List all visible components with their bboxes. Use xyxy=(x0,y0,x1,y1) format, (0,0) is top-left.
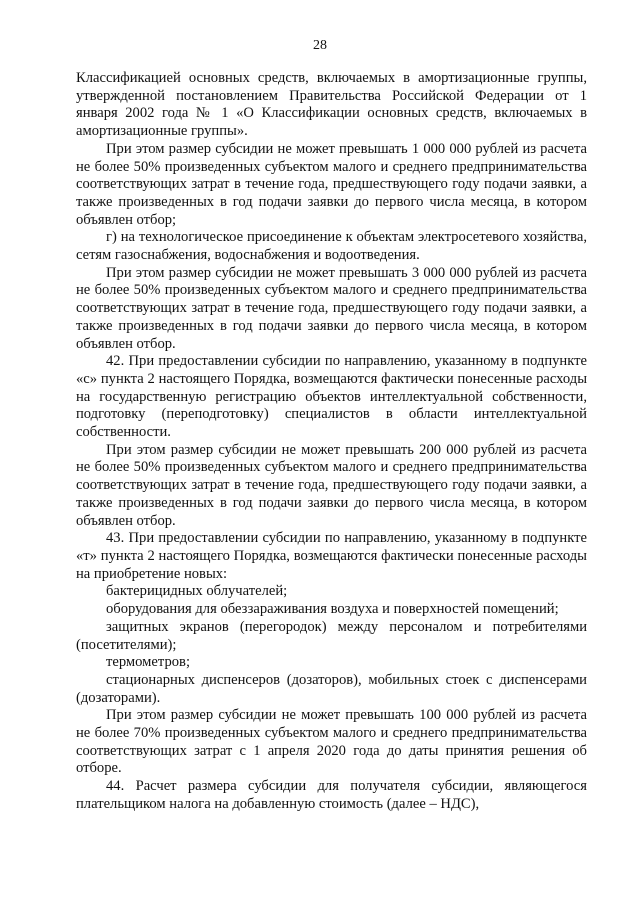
paragraph: При этом размер субсидии не может превышать 100 000 рублей из расчета не более 70% произведенных субъектом малого и среднего предпринимательства соответствующих затрат с 1 апреля 2020 года до даты принятия решения об отборе. xyxy=(76,707,587,777)
page-number: 28 xyxy=(313,38,327,53)
list-item: защитных экранов (перегородок) между персоналом и потребителями (посетителями); xyxy=(76,618,587,653)
paragraph: г) на технологическое присоединение к объектам электросетевого хозяйства, сетям газоснабжения, водоснабжения и водоотведения. xyxy=(76,229,587,264)
list-item: стационарных диспенсеров (дозаторов), мобильных стоек с диспенсерами (дозаторами). xyxy=(76,671,587,706)
paragraph: 42. При предоставлении субсидии по направлению, указанному в подпункте «с» пункта 2 настоящего Порядка, возмещаются фактически понесенные расходы на государственную регистрацию объектов интеллектуальной собственности, подготовку (переподготовку) специалистов в области интеллектуальной собственности. xyxy=(76,353,587,441)
list-item: термометров; xyxy=(106,654,190,671)
paragraph: 44. Расчет размера субсидии для получателя субсидии, являющегося плательщиком налога на добавленную стоимость (далее – НДС), xyxy=(76,778,587,812)
paragraph: При этом размер субсидии не может превышать 3 000 000 рублей из расчета не более 50% произведенных субъектом малого и среднего предпринимательства соответствующих затрат в течение года, предшествующего году подачи заявки, а также произведенных в год подачи заявки до первого числа месяца, в котором объявлен отбор. xyxy=(76,264,587,352)
list-item: бактерицидных облучателей; xyxy=(106,583,288,600)
list-item: оборудования для обеззараживания воздуха и поверхностей помещений; xyxy=(106,601,559,618)
document-body xyxy=(76,70,587,814)
paragraph: Классификацией основных средств, включаемых в амортизационные группы, утвержденной постановлением Правительства Российской Федерации от 1 января 2002 года № 1 «О Классификации основных средств, включаемых в амортизационные группы». xyxy=(76,70,587,140)
paragraph: 43. При предоставлении субсидии по направлению, указанному в подпункте «т» пункта 2 настоящего Порядка, возмещаются фактически понесенные расходы на приобретение новых: xyxy=(76,530,587,582)
paragraph: При этом размер субсидии не может превышать 1 000 000 рублей из расчета не более 50% произведенных субъектом малого и среднего предпринимательства соответствующих затрат в течение года, предшествующего году подачи заявки, а также произведенных в год подачи заявки до первого числа месяца, в котором объявлен отбор; xyxy=(76,140,587,228)
paragraph: При этом размер субсидии не может превышать 200 000 рублей из расчета не более 50% произведенных субъектом малого и среднего предпринимательства соответствующих затрат в течение года, предшествующего году подачи заявки, а также произведенных в год подачи заявки до первого числа месяца, в котором объявлен отбор. xyxy=(76,441,587,529)
